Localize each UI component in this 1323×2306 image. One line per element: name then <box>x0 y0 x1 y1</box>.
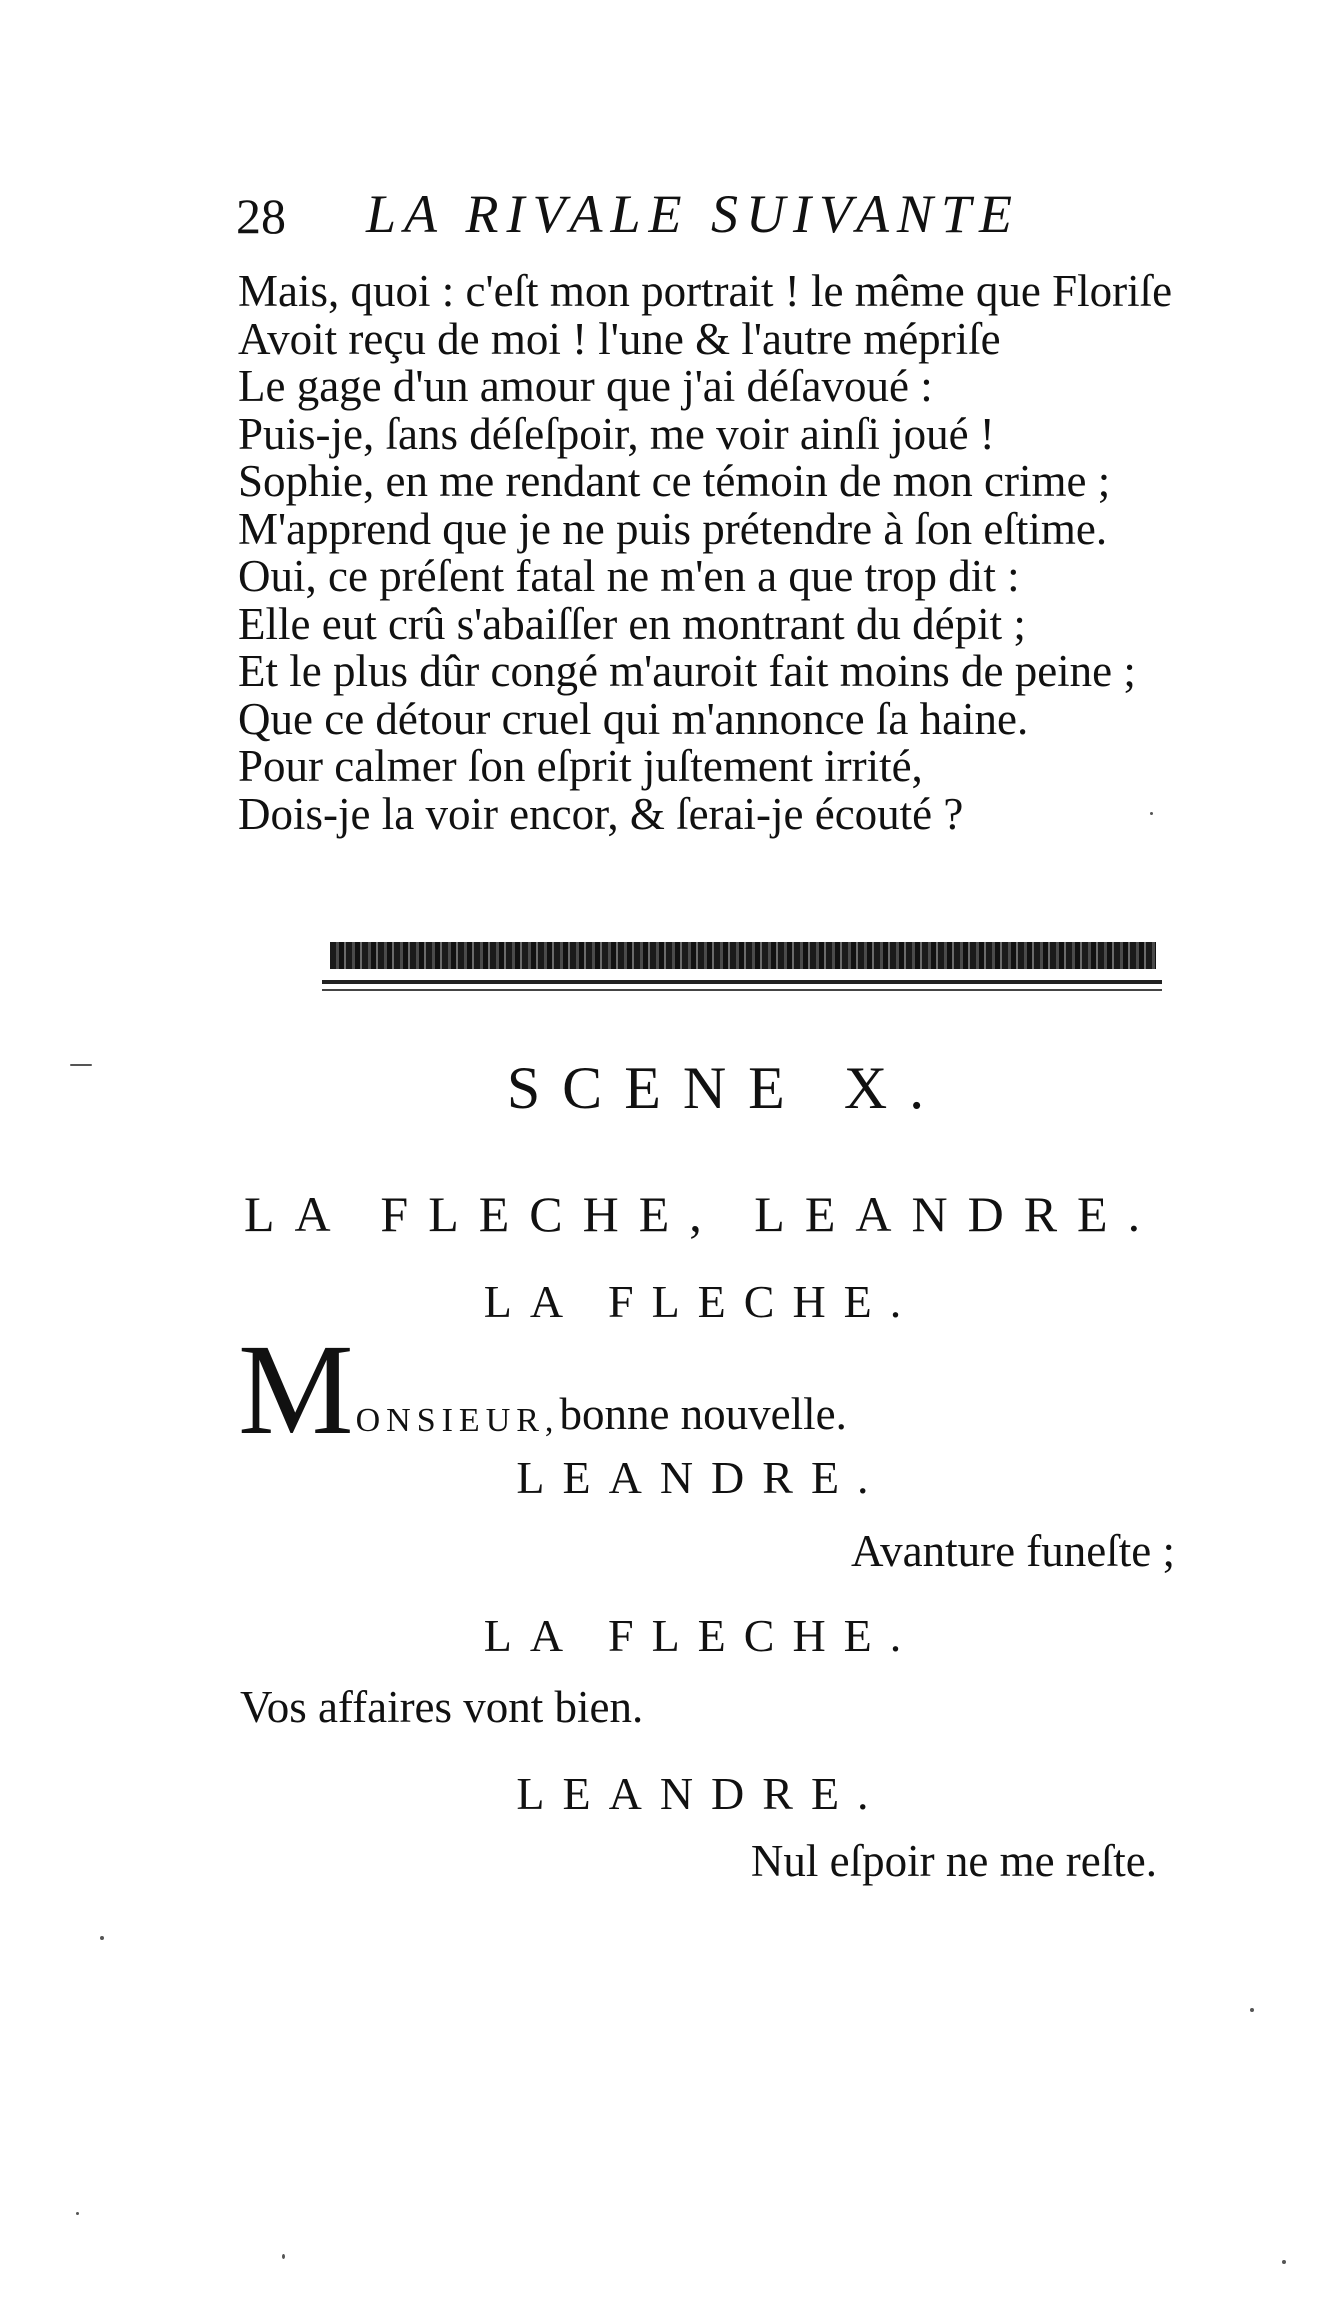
speaker-name: LEANDRE. <box>516 1452 887 1503</box>
page-number: 28 <box>236 188 286 244</box>
scene-title: SCENE X. <box>506 1055 947 1121</box>
speaker-name: LEANDRE. <box>516 1768 887 1819</box>
verse-line: Mais, quoi : c'eſt mon portrait ! le même que Floriſe <box>238 266 1173 316</box>
speech-line: Vos affaires vont bien. <box>240 1682 644 1732</box>
print-speck <box>1250 2008 1254 2012</box>
print-speck <box>70 1064 92 1066</box>
verse-line: Sophie, en me rendant ce témoin de mon crime ; <box>238 456 1111 506</box>
ornament-band <box>330 942 1156 969</box>
running-title: LA RIVALE SUIVANTE <box>366 184 1020 244</box>
verse-line: Et le plus dûr congé m'auroit fait moins de peine ; <box>238 646 1136 696</box>
ornamental-divider <box>322 942 1162 1002</box>
print-speck <box>1150 812 1153 815</box>
print-speck <box>282 2254 285 2259</box>
verse-line: Oui, ce préſent fatal ne m'en a que trop dit : <box>238 551 1020 601</box>
verse-line: Elle eut crû s'abaiſſer en montrant du dépit ; <box>238 598 1026 649</box>
print-speck <box>100 1936 104 1940</box>
verse-line: Avoit reçu de moi ! l'une & l'autre mépriſe <box>238 313 1001 364</box>
verse-line: Que ce détour cruel qui m'annonce ſa haine. <box>238 693 1029 744</box>
speech-line <box>238 1318 847 1462</box>
verse-line: Puis-je, ſans déſeſpoir, me voir ainſi joué ! <box>238 408 995 459</box>
verse-line: M'apprend que je ne puis prétendre à ſon eſtime. <box>238 503 1108 554</box>
speech-line: Avanture funeſte ; <box>850 1526 1175 1576</box>
verse-block <box>238 266 1173 839</box>
scene-characters: LA FLECHE, LEANDRE. <box>244 1186 1161 1242</box>
verse-line: Le gage d'un amour que j'ai déſavoué : <box>238 361 933 411</box>
speech-text: bonne nouvelle. <box>559 1389 847 1439</box>
verse-line: Dois-je la voir encor, & ſerai-je écouté ? <box>238 788 964 839</box>
speech-line: Nul eſpoir ne me reſte. <box>750 1836 1157 1886</box>
drop-capital: M <box>238 1318 354 1462</box>
speaker-name: LA FLECHE. <box>483 1276 920 1327</box>
print-speck <box>1282 2260 1286 2264</box>
ornament-rule-thin <box>322 989 1162 991</box>
verse-line: Pour calmer ſon eſprit juſtement irrité, <box>238 741 923 791</box>
running-header <box>236 182 1076 252</box>
small-caps-word: ONSIEUR, <box>355 1402 560 1439</box>
print-speck <box>76 2212 79 2215</box>
ornament-rule <box>322 980 1162 984</box>
speaker-name: LA FLECHE. <box>483 1610 920 1661</box>
